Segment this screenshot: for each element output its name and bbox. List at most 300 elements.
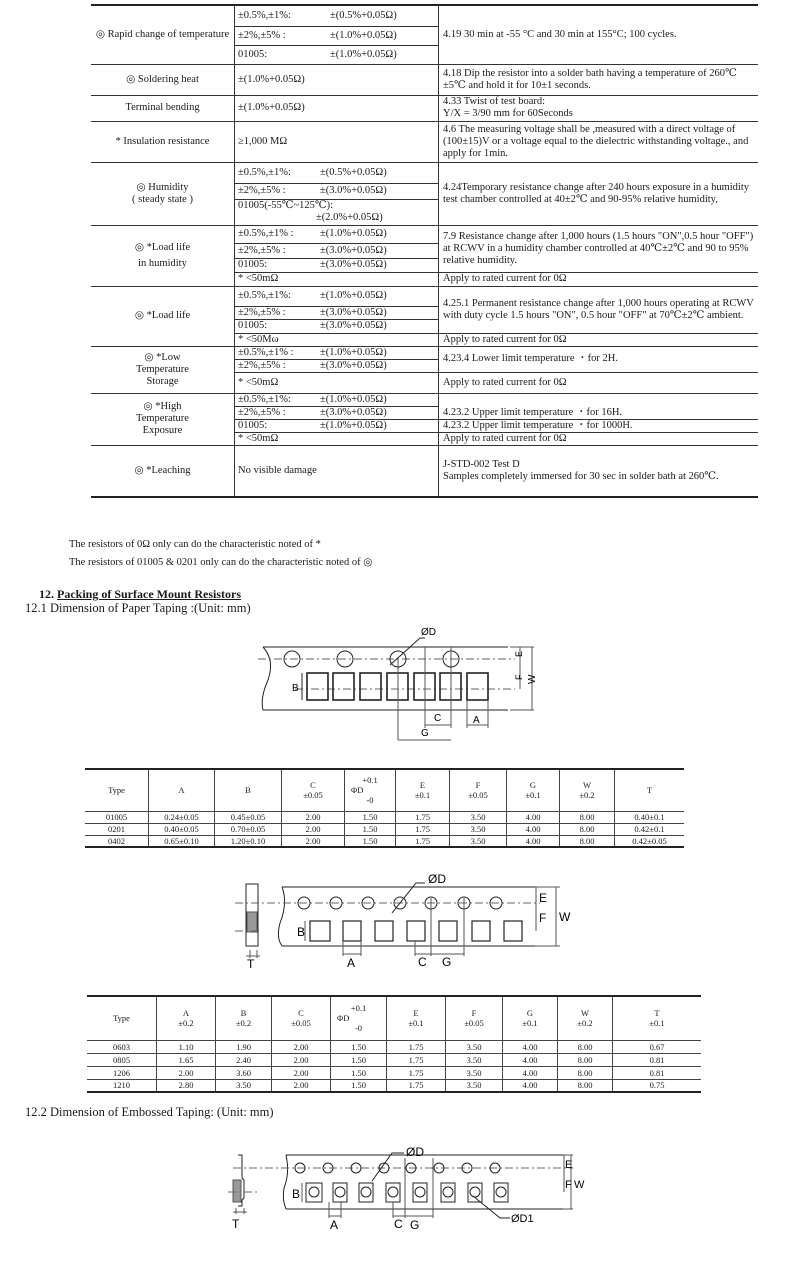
cell: 8.00 (558, 1066, 613, 1079)
table-row (91, 64, 758, 95)
cell: 0.42±0.05 (615, 835, 685, 847)
col-name: T (646, 785, 653, 796)
cell: 2.00 (272, 1079, 331, 1092)
cell: 1.75 (387, 1040, 446, 1053)
col-header (507, 769, 560, 811)
test-item-line: ◎ *Low (144, 351, 181, 363)
label-t: T (232, 1217, 240, 1231)
col-header (446, 996, 503, 1040)
cell: 1.50 (331, 1066, 387, 1079)
cell: 1.75 (387, 1066, 446, 1079)
tape-break (278, 887, 284, 946)
cell: 0201 (85, 823, 149, 835)
col-tolerance: ±0.2 (577, 1018, 593, 1029)
cell: 2.40 (216, 1053, 272, 1066)
cell: 2.00 (272, 1053, 331, 1066)
req-key: 01005: (238, 419, 268, 431)
col-name: ΦD (351, 785, 364, 796)
req-key: ±2%,±5% : (238, 406, 286, 418)
col-header (272, 996, 331, 1040)
req-key: ±2%,±5% : (238, 306, 286, 318)
col-name: F (475, 780, 481, 791)
col-header (345, 769, 396, 811)
requirement-cell (235, 258, 439, 272)
requirement-cell (235, 26, 439, 45)
req-value: ±(1.0%+0.05Ω) (330, 29, 397, 41)
test-item: ◎ Soldering heat (91, 64, 235, 95)
cell: 3.50 (450, 811, 507, 823)
test-condition-zero-ohm: Apply to rated current for 0Ω (439, 333, 759, 346)
test-item-line: ◎ *Load life (134, 241, 191, 253)
cell: 1.75 (387, 1053, 446, 1066)
req-key: ±2%,±5% : (238, 185, 286, 196)
test-condition: 7.9 Resistance change after 1,000 hours (1.5 hours "ON",0.5 hour "OFF") at RCWV in a humidity chamber controlled at 40℃±2℃ and 90 to 95% relative humidity. (439, 225, 759, 272)
cell: 0603 (87, 1040, 157, 1053)
cell: 1.75 (387, 1079, 446, 1092)
cell: 3.50 (446, 1053, 503, 1066)
req-value: ±(3.0%+0.05Ω) (320, 306, 387, 318)
label-g: G (442, 955, 452, 969)
col-name: B (240, 1008, 247, 1019)
req-value: ±(1.0%+0.05Ω) (320, 419, 387, 431)
cell: 4.00 (503, 1066, 558, 1079)
section-title: Packing of Surface Mount Resistors (57, 587, 241, 601)
test-item-line: Temperature (136, 413, 189, 424)
note-01005-0201: The resistors of 01005 & 0201 only can do the characteristic noted of ◎ (69, 557, 373, 568)
col-tolerance: ±0.1 (522, 1018, 538, 1029)
col-header (387, 996, 446, 1040)
cell: 01005 (85, 811, 149, 823)
label-od: ØD (406, 1145, 424, 1159)
tape-edge (282, 887, 535, 946)
requirement-cell (235, 45, 439, 64)
req-value: ±(2.0%+0.05Ω) (316, 212, 383, 223)
cavity (333, 673, 354, 700)
test-item: ◎ *Load life (91, 286, 235, 346)
test-item-line: ◎ *High (143, 401, 182, 412)
requirement-cell (235, 5, 439, 26)
cell: 2.00 (157, 1066, 216, 1079)
requirement-cell (235, 162, 439, 183)
dim-t (233, 1208, 247, 1214)
req-key: ±0.5%,±1% : (238, 228, 294, 239)
cell: 1.90 (216, 1040, 272, 1053)
req-key: ±0.5%,±1%: (238, 9, 291, 21)
col-header (87, 996, 157, 1040)
col-name: W (582, 780, 592, 791)
req-key: ±2%,±5% : (238, 359, 286, 371)
col-header (282, 769, 345, 811)
col-tolerance-minus: -0 (354, 1023, 363, 1034)
table-row (87, 1040, 701, 1053)
cell: 0.81 (613, 1053, 702, 1066)
cell: 0402 (85, 835, 149, 847)
col-name: A (182, 1008, 190, 1019)
req-key: 01005(-55℃~125℃): (238, 200, 334, 211)
col-name: E (413, 1008, 419, 1019)
embossed-taping-diagram (228, 1138, 588, 1238)
req-value: ±(1.0%+0.05Ω) (320, 290, 387, 301)
label-c: C (394, 1217, 403, 1231)
tape-break (283, 1155, 287, 1209)
cell: 3.60 (216, 1066, 272, 1079)
tape-side-component (233, 1180, 241, 1202)
leader-od (372, 1153, 404, 1181)
test-item-line: in humidity (138, 257, 187, 269)
requirement-cell: ≥1,000 MΩ (235, 121, 439, 162)
cell: 2.00 (282, 835, 345, 847)
test-condition: 4.6 The measuring voltage shall be ,measured with a direct voltage of (100±15)V or a voltage equal to the dielectric withstanding voltage., and apply for 1min. (439, 121, 759, 162)
test-item: Terminal bending (91, 95, 235, 121)
table-row (91, 445, 758, 497)
cell: 4.00 (507, 835, 560, 847)
label-od: ØD (421, 627, 436, 638)
requirement-cell: ±(1.0%+0.05Ω) (235, 95, 439, 121)
test-condition: 4.23.4 Lower limit temperature ・for 2H. (439, 346, 759, 372)
col-header (503, 996, 558, 1040)
table-row (91, 121, 758, 162)
note-zero-ohm: The resistors of 0Ω only can do the characteristic noted of * (69, 539, 321, 550)
test-item-line: Temperature (136, 363, 189, 375)
cell: 1.75 (396, 811, 450, 823)
cell: 3.50 (446, 1079, 503, 1092)
req-value: ±(1.0%+0.05Ω) (330, 48, 397, 60)
col-header (396, 769, 450, 811)
cell: 4.00 (503, 1053, 558, 1066)
col-header (331, 996, 387, 1040)
req-value: ±(0.5%+0.05Ω) (330, 9, 397, 21)
col-name: B (245, 785, 251, 796)
req-value: ±(3.0%+0.05Ω) (320, 244, 387, 256)
cell: 8.00 (558, 1040, 613, 1053)
cell: 1206 (87, 1066, 157, 1079)
test-item (91, 162, 235, 225)
cell: 0.42±0.1 (615, 823, 685, 835)
req-value: ±(1.0%+0.05Ω) (320, 228, 387, 239)
cell: 0.81 (613, 1066, 702, 1079)
leader-od1 (473, 1196, 510, 1218)
col-header (85, 769, 149, 811)
subsection-paper-taping: 12.1 Dimension of Paper Taping :(Unit: mm) (25, 601, 251, 615)
requirement-cell (235, 406, 439, 419)
cell: 3.50 (450, 835, 507, 847)
col-name: F (471, 1008, 477, 1019)
condition-line: 4.33 Twist of test board: (443, 96, 546, 107)
cell: 1210 (87, 1079, 157, 1092)
label-f: F (539, 911, 547, 925)
cell: 3.50 (216, 1079, 272, 1092)
test-item-line: ◎ Humidity (136, 181, 189, 193)
requirement-cell (235, 419, 439, 432)
col-header (558, 996, 613, 1040)
table-row (87, 1079, 701, 1092)
requirement-cell (235, 225, 439, 243)
cell: 8.00 (560, 823, 615, 835)
label-c: C (418, 955, 427, 969)
cell: 8.00 (558, 1079, 613, 1092)
label-g: G (421, 728, 429, 739)
cell: 2.00 (272, 1040, 331, 1053)
requirement-cell: No visible damage (235, 445, 439, 497)
cell: 1.50 (331, 1053, 387, 1066)
cell: 0805 (87, 1053, 157, 1066)
table-row (87, 1053, 701, 1066)
test-condition: 4.25.1 Permanent resistance change after 1,000 hours operating at RCWV with duty cycle 1.5 hours "ON", 0.5 hour "OFF" at 70℃±2℃ ambient. (439, 286, 759, 333)
cell: 1.75 (396, 823, 450, 835)
req-key: 01005: (238, 259, 268, 270)
requirement-cell: * <50mΩ (235, 272, 439, 286)
cavity (307, 673, 328, 700)
requirement-cell: * <50mΩ (235, 432, 439, 445)
label-w: W (559, 910, 571, 924)
cell: 0.45±0.05 (215, 811, 282, 823)
req-key: ±0.5%,±1% : (238, 346, 294, 358)
table-row (91, 393, 758, 406)
cell: 1.50 (345, 811, 396, 823)
req-key: ±0.5%,±1%: (238, 290, 291, 301)
requirement-cell (235, 243, 439, 258)
test-condition: 4.24Temporary resistance change after 240 hours exposure in a humidity test chamber controlled at 40±2℃ and 90-95% relative humidity, (439, 162, 759, 225)
table-row (91, 286, 758, 306)
cell: 1.50 (331, 1040, 387, 1053)
table-row (91, 95, 758, 121)
requirement-cell (235, 199, 439, 225)
paper-taping-diagram-1 (250, 620, 550, 750)
label-c: C (434, 713, 442, 724)
req-value: ±(0.5%+0.05Ω) (320, 166, 387, 178)
req-value: ±(1.0%+0.05Ω) (320, 346, 387, 358)
test-condition-zero-ohm: Apply to rated current for 0Ω (439, 432, 759, 445)
cell: 1.50 (345, 835, 396, 847)
test-condition-zero-ohm: Apply to rated current for 0Ω (439, 272, 759, 286)
col-header (560, 769, 615, 811)
col-header (216, 996, 272, 1040)
label-a: A (330, 1218, 339, 1232)
table-row (85, 811, 684, 823)
test-item: * Insulation resistance (91, 121, 235, 162)
col-name: W (580, 1008, 590, 1019)
test-item (91, 225, 235, 286)
label-a: A (473, 715, 480, 726)
label-w: W (574, 1179, 585, 1191)
cell: 8.00 (558, 1053, 613, 1066)
col-name: A (178, 785, 185, 796)
table-row (85, 835, 684, 847)
requirement-cell (235, 183, 439, 199)
subsection-embossed-taping: 12.2 Dimension of Embossed Taping: (Unit: mm) (25, 1105, 274, 1119)
table-row (91, 346, 758, 359)
requirement-cell (235, 393, 439, 406)
cavity (360, 673, 381, 700)
cell: 4.00 (503, 1040, 558, 1053)
label-e: E (565, 1159, 573, 1171)
col-tolerance: ±0.1 (414, 790, 431, 801)
tape-side-component (247, 912, 257, 932)
req-key: ±0.5%,±1%: (238, 393, 291, 405)
dim-a (343, 941, 361, 956)
col-tolerance-plus: +0.1 (350, 1003, 367, 1014)
col-header (615, 769, 685, 811)
col-tolerance-minus: -0 (366, 795, 374, 806)
test-item (91, 5, 235, 64)
req-value: ±(1.0%+0.05Ω) (320, 393, 387, 405)
requirement-cell: * <50mΩ (235, 372, 439, 393)
test-item-label: ◎ Rapid change of temperature (95, 28, 230, 40)
label-t: T (247, 957, 255, 971)
col-header (613, 996, 702, 1040)
req-value: ±(3.0%+0.05Ω) (320, 259, 387, 270)
test-condition-zero-ohm: Apply to rated current for 0Ω (439, 372, 759, 393)
label-f: F (514, 674, 524, 680)
col-tolerance: ±0.1 (408, 1018, 424, 1029)
requirement-cell (235, 346, 439, 359)
req-key: ±2%,±5% : (238, 29, 286, 41)
label-od1: ØD1 (511, 1213, 534, 1225)
col-name: ΦD (337, 1013, 350, 1024)
table-header-row (87, 996, 701, 1040)
table-row (85, 823, 684, 835)
paper-taping-table-1 (85, 768, 684, 848)
cavity (467, 673, 488, 700)
label-b: B (292, 683, 299, 694)
test-condition (439, 95, 759, 121)
req-key: ±0.5%,±1%: (238, 166, 291, 178)
table-header-row (85, 769, 684, 811)
col-name: G (526, 1008, 534, 1019)
cell: 1.50 (331, 1079, 387, 1092)
requirement-cell: * <50Mω (235, 333, 439, 346)
cell: 0.40±0.05 (149, 823, 215, 835)
condition-line: Samples completely immersed for 30 sec in solder bath at 260℃. (443, 470, 719, 482)
cell: 1.75 (396, 835, 450, 847)
cavities (310, 921, 522, 941)
test-item-line: Exposure (142, 425, 183, 436)
cell: 2.00 (282, 823, 345, 835)
cell: 3.50 (450, 823, 507, 835)
cell: 1.65 (157, 1053, 216, 1066)
table-row (91, 5, 758, 26)
col-tolerance: ±0.05 (468, 790, 488, 801)
cell: 1.10 (157, 1040, 216, 1053)
col-tolerance: ±0.05 (303, 790, 323, 801)
cell: 2.00 (282, 811, 345, 823)
condition-line: J-STD-002 Test D (443, 458, 520, 470)
col-name: Type (113, 1013, 130, 1024)
cell: 3.50 (446, 1040, 503, 1053)
col-tolerance-plus: +0.1 (362, 775, 378, 786)
col-tolerance: ±0.05 (291, 1018, 311, 1029)
cell: 1.20±0.10 (215, 835, 282, 847)
col-tolerance: ±0.1 (525, 790, 541, 801)
test-item-line: ( steady state ) (132, 193, 193, 205)
req-key: ±2%,±5% : (238, 244, 286, 256)
cell: 1.50 (345, 823, 396, 835)
requirement-cell (235, 286, 439, 306)
table-row (91, 225, 758, 243)
cell: 2.00 (272, 1066, 331, 1079)
cell: 0.24±0.05 (149, 811, 215, 823)
dim-a (329, 1202, 341, 1218)
test-condition (439, 445, 759, 497)
paper-taping-table-2 (87, 995, 701, 1093)
cell: 0.40±0.1 (615, 811, 685, 823)
col-name: G (529, 780, 537, 791)
cell: 0.65±0.10 (149, 835, 215, 847)
label-a: A (347, 956, 356, 970)
requirement-cell (235, 319, 439, 333)
test-item-line: Storage (146, 375, 179, 387)
col-header (149, 769, 215, 811)
section-number: 12. (39, 587, 54, 601)
label-od: ØD (428, 872, 446, 886)
req-value: ±(3.0%+0.05Ω) (320, 359, 387, 371)
requirement-cell (235, 306, 439, 319)
test-item (91, 393, 235, 445)
cell: 0.70±0.05 (215, 823, 282, 835)
cell: 2.80 (157, 1079, 216, 1092)
req-key: 01005: (238, 320, 268, 331)
label-b: B (292, 1187, 301, 1201)
section-heading (39, 587, 241, 602)
test-condition: 4.18 Dip the resistor into a solder bath having a temperature of 260℃±5℃ and hold it for 10±1 seconds. (439, 64, 759, 95)
col-tolerance: ±0.05 (464, 1018, 484, 1029)
reliability-test-table (91, 4, 758, 498)
req-value: ±(3.0%+0.05Ω) (320, 185, 387, 196)
cell: 0.75 (613, 1079, 702, 1092)
req-key: 01005: (238, 48, 268, 60)
col-name: T (654, 1008, 660, 1019)
col-tolerance: ±0.1 (649, 1018, 665, 1029)
test-item (91, 346, 235, 393)
requirement-cell: ±(1.0%+0.05Ω) (235, 64, 439, 95)
col-header (157, 996, 216, 1040)
col-header (215, 769, 282, 811)
label-f: F (565, 1179, 572, 1191)
cell: 8.00 (560, 835, 615, 847)
embossed-cavities (306, 1183, 508, 1202)
paper-taping-diagram-2 (230, 868, 580, 973)
col-tolerance: ±0.2 (235, 1018, 252, 1029)
req-value: ±(3.0%+0.05Ω) (320, 320, 387, 331)
cell: 8.00 (560, 811, 615, 823)
col-tolerance: ±0.2 (579, 790, 595, 801)
col-header (450, 769, 507, 811)
cell: 4.00 (507, 811, 560, 823)
label-e: E (539, 891, 548, 905)
col-name: C (310, 780, 316, 791)
cell: 3.50 (446, 1066, 503, 1079)
test-condition: 4.19 30 min at -55 °C and 30 min at 155°C; 100 cycles. (439, 5, 759, 64)
col-name: Type (108, 785, 125, 796)
test-condition: 4.23.2 Upper limit temperature ・for 16H. (439, 393, 759, 419)
table-row (91, 162, 758, 183)
cell: 4.00 (503, 1079, 558, 1092)
col-name: C (298, 1008, 304, 1019)
test-condition-1000h: 4.23.2 Upper limit temperature ・for 1000H. (439, 419, 759, 432)
label-w: W (527, 674, 538, 684)
label-e: E (514, 650, 524, 657)
requirement-cell (235, 359, 439, 372)
table-row (87, 1066, 701, 1079)
req-value: ±(3.0%+0.05Ω) (320, 406, 387, 418)
tape-break (262, 647, 270, 710)
test-item: ◎ *Leaching (91, 445, 235, 497)
cell: 4.00 (507, 823, 560, 835)
condition-line: Y/X = 3/90 mm for 60Seconds (443, 108, 573, 119)
cell: 0.67 (613, 1040, 702, 1053)
label-b: B (297, 925, 306, 939)
col-name: E (419, 780, 426, 791)
